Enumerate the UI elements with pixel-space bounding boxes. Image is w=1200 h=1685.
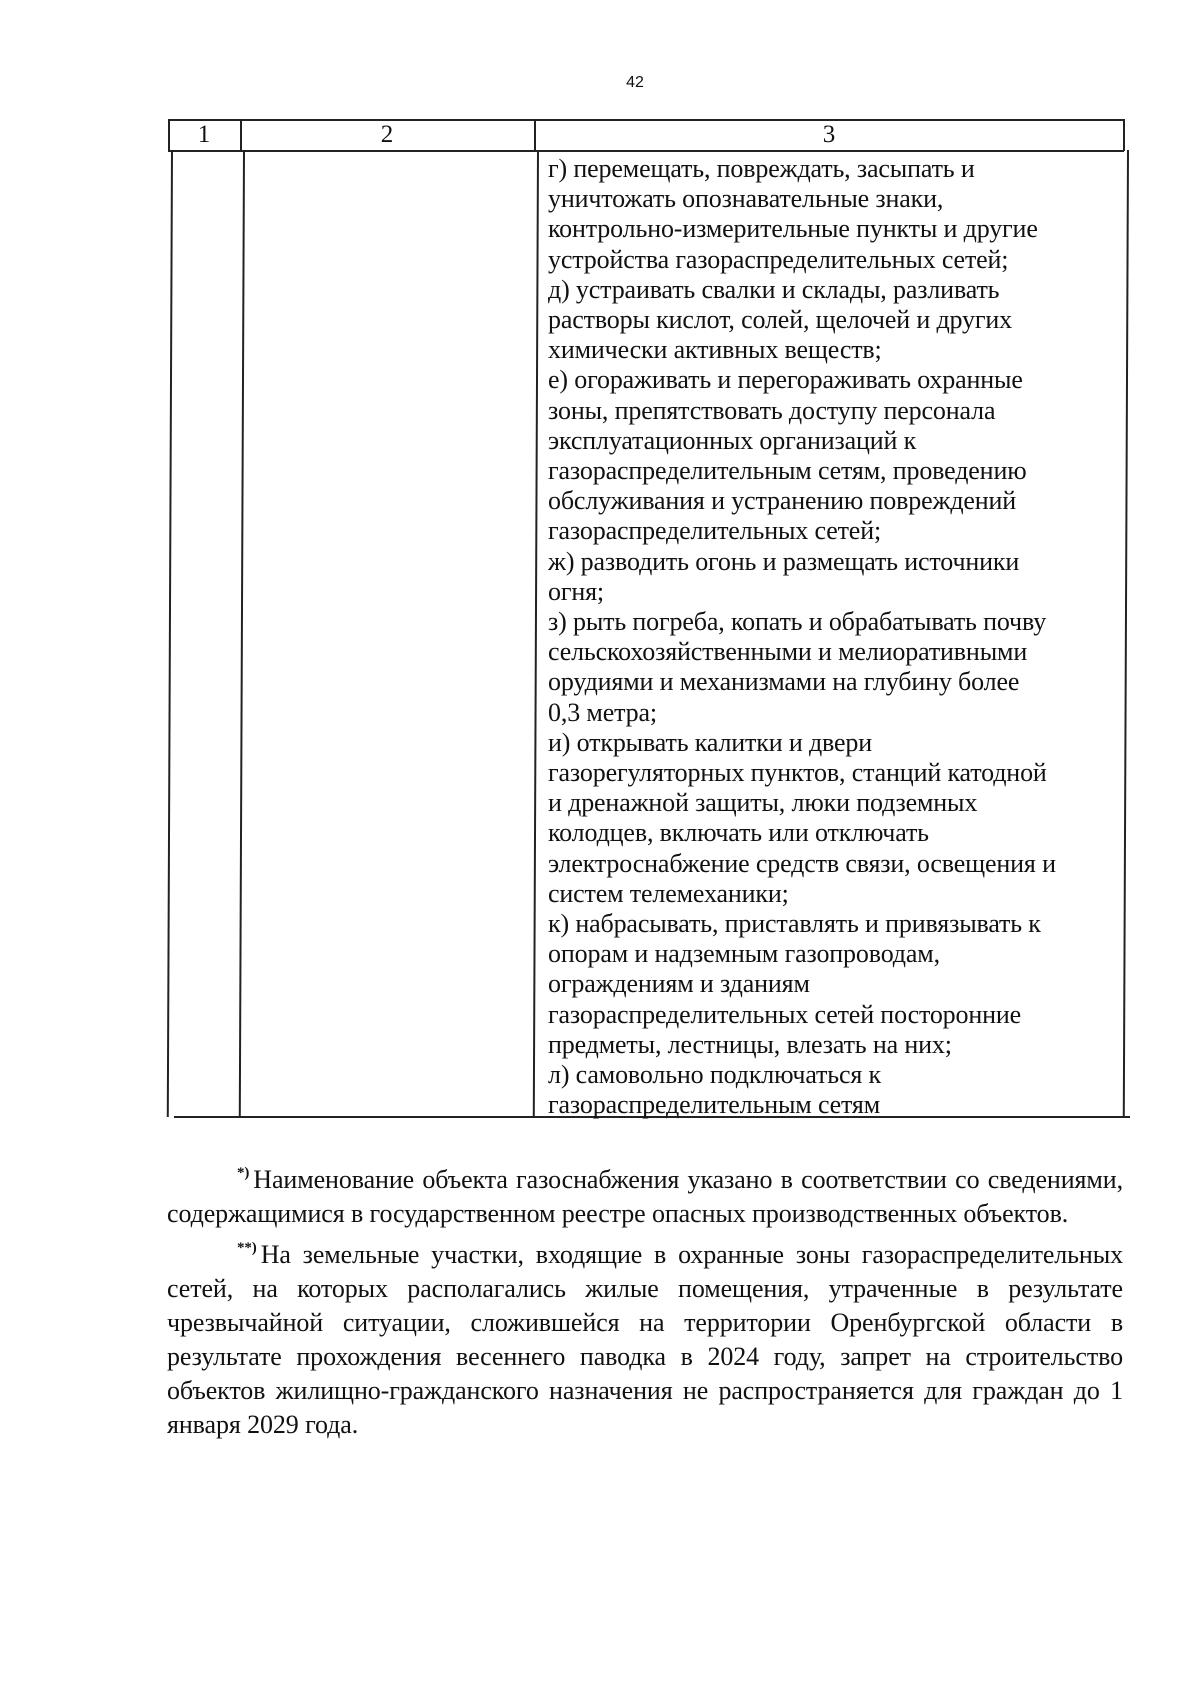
col3-line: ограждениям и зданиям [548,969,810,999]
table-header-col2: 2 [380,121,394,148]
page-number: 42 [626,74,644,91]
col3-line: ж) разводить огонь и размещать источники [548,546,1020,576]
table-header-col1: 1 [197,121,211,148]
col3-line: химически активных веществ; [548,335,882,365]
col3-line: зоны, препятствовать доступу персонала [548,395,996,425]
col3-line: г) перемещать, повреждать, засыпать и [548,154,975,183]
col3-line: обслуживания и устранению повреждений [548,486,1017,516]
col3-line: л) самовольно подключаться к [548,1060,882,1090]
col3-line: газорегуляторных пунктов, станций катодной [548,758,1047,788]
col3-line: уничтожать опознавательные знаки, [548,184,944,214]
col3-line: е) огораживать и перегораживать охранные [548,365,1023,395]
table-header-separator [168,150,1124,152]
col3-line: устройства газораспределительных сетей; [548,244,1009,274]
col3-line: контрольно-измерительные пункты и другие [548,214,1038,244]
col3-line: газораспределительным сетям, проведению [548,456,1027,486]
footnote-2 [167,1231,1123,1442]
col3-line: опорам и надземным газопроводам, [548,939,940,969]
footnote-1-text: Наименование объекта газоснабжения указано в соответствии со сведениями, содержащимися в государственном реестре опасных производственных объектов. [167,1165,1123,1228]
table-col-separator-1-body [239,150,245,1117]
col3-line: растворы кислот, солей, щелочей и других [548,305,1013,335]
col3-line: газораспределительных сетей; [548,516,882,546]
footnote-2-mark: **) [237,1240,257,1256]
table-left-border-body [167,150,173,1117]
col3-line: электроснабжение средств связи, освещения и [548,848,1056,878]
col3-line: и) открывать калитки и двери [548,727,873,757]
col3-line: орудиями и механизмами на глубину более [548,667,1020,697]
table-cell-col3 [548,154,1126,1121]
col3-line: к) набрасывать, приставлять и привязывать к [548,909,1041,939]
col3-line: д) устраивать свалки и склады, разливать [548,274,1000,304]
col3-line: газораспределительным сетям [548,1090,881,1120]
col3-line: з) рыть погреба, копать и обрабатывать почву [548,607,1047,637]
footnote-1-mark: *) [237,1165,250,1181]
col3-line: эксплуатационных организаций к [548,425,917,455]
col3-line: газораспределительных сетей посторонние [548,999,1022,1029]
col3-line: огня; [548,576,605,606]
table-col-separator-2-body [533,150,539,1117]
col3-line: предметы, лестницы, влезать на них; [548,1029,952,1059]
col3-line: и дренажной защиты, люки подземных [548,788,978,818]
footnote-1 [167,1156,1123,1231]
col3-line: 0,3 метра; [548,697,657,727]
table-header-col3: 3 [822,121,836,148]
col3-line: сельскохозяйственными и мелиоративными [548,637,1028,667]
col3-line: систем телемеханики; [548,878,789,908]
footnote-2-text: На земельные участки, входящие в охранные зоны газораспределительных сетей, на которых располагались жилые помещения, утраченные в результате чрезвычайной ситуации, сложившейся на территории Оренбургской области в результате прохождения весеннего паводка в 2024 году, запрет на строительство объектов жилищно-гражданского назначения не распространяется для граждан до 1 января 2029 года. [167,1240,1123,1439]
footnotes [167,1156,1123,1442]
col3-line: колодцев, включать или отключать [548,818,929,848]
